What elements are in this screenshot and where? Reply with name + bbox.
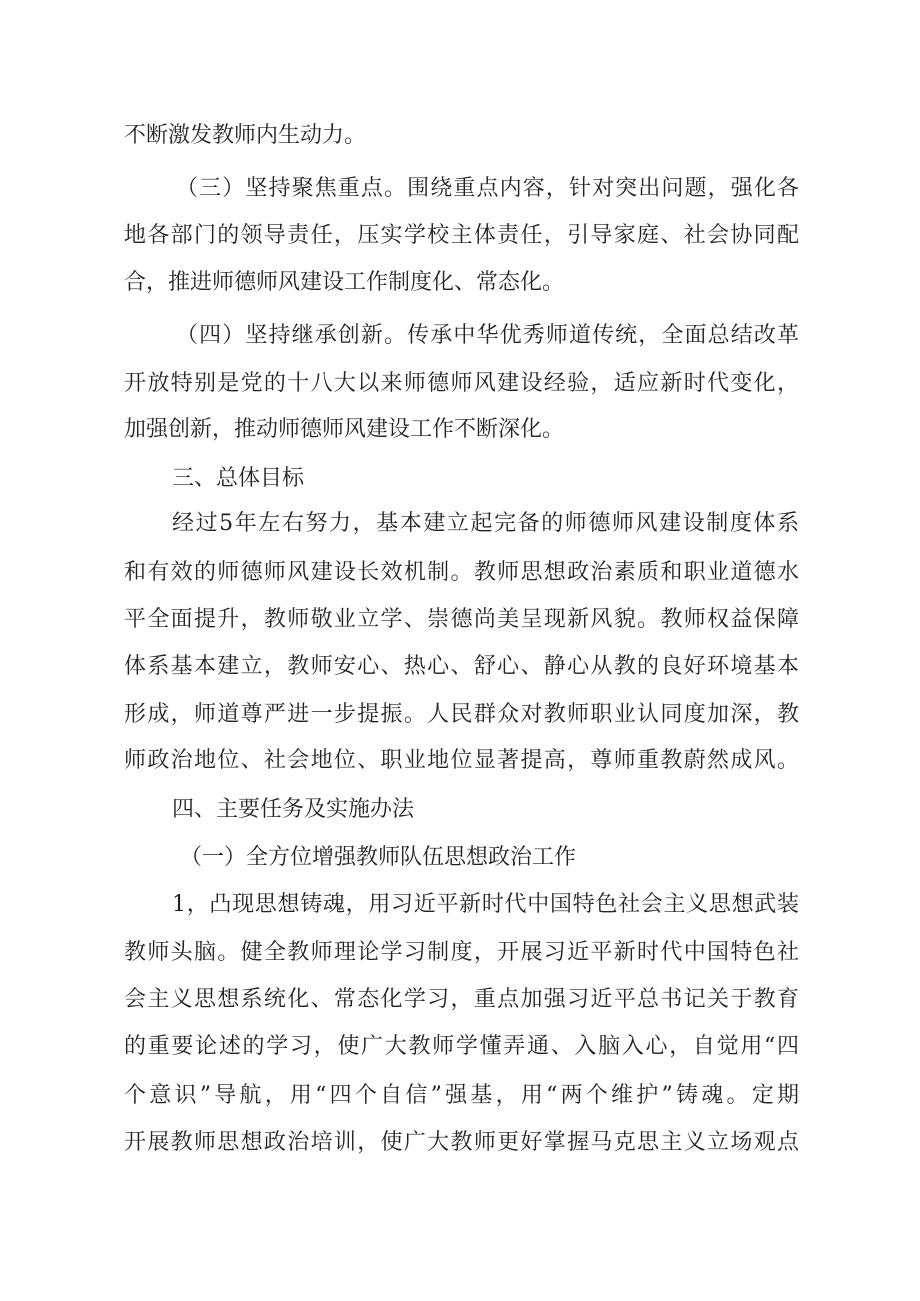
text-line: 开放特别是党的十八大以来师德师风建设经验，适应新时代变化， xyxy=(124,371,799,396)
section-heading: 四、主要任务及实施办法 xyxy=(172,797,415,822)
text-line: （四）坚持继承创新。传承中华优秀师道传统，全面总结改革 xyxy=(176,323,799,348)
text-line: 地各部门的领导责任，压实学校主体责任，引导家庭、社会协同配 xyxy=(124,223,799,248)
text-line: 的重要论述的学习，使广大教师学懂弄通、入脑入心，自觉用“四 xyxy=(124,1034,799,1059)
text-line: 不断激发教师内生动力。 xyxy=(124,123,367,148)
text-line: 个意识”导航，用“四个自信”强基，用“两个维护”铸魂。定期 xyxy=(124,1083,799,1108)
text-line: 合，推进师德师风建设工作制度化、常态化。 xyxy=(124,270,565,295)
subsection-heading: （一）全方位增强教师队伍思想政治工作 xyxy=(180,845,577,870)
text-line: 加强创新，推动师德师风建设工作不断深化。 xyxy=(124,417,565,442)
text-line: 会主义思想系统化、常态化学习，重点加强习近平总书记关于教育 xyxy=(124,987,799,1012)
text-line: 平全面提升，教师敬业立学、崇德尚美呈现新风貌。教师权益保障 xyxy=(124,607,799,632)
text-line: 开展教师思想政治培训，使广大教师更好掌握马克思主义立场观点 xyxy=(124,1130,799,1155)
text-line: 经过5年左右努力，基本建立起完备的师德师风建设制度体系 xyxy=(172,511,799,536)
text-line: 体系基本建立，教师安心、热心、舒心、静心从教的良好环境基本 xyxy=(124,654,799,679)
section-heading: 三、总体目标 xyxy=(172,466,305,491)
text-line: 师政治地位、社会地位、职业地位显著提高，尊师重教蔚然成风。 xyxy=(124,748,799,773)
text-line: （三）坚持聚焦重点。围绕重点内容，针对突出问题，强化各 xyxy=(176,176,799,201)
text-line: 1，凸现思想铸魂，用习近平新时代中国特色社会主义思想武装 xyxy=(172,892,799,917)
text-line: 教师头脑。健全教师理论学习制度，开展习近平新时代中国特色社 xyxy=(124,940,799,965)
text-line: 和有效的师德师风建设长效机制。教师思想政治素质和职业道德水 xyxy=(124,560,799,585)
text-line: 形成，师道尊严进一步提振。人民群众对教师职业认同度加深，教 xyxy=(124,702,799,727)
